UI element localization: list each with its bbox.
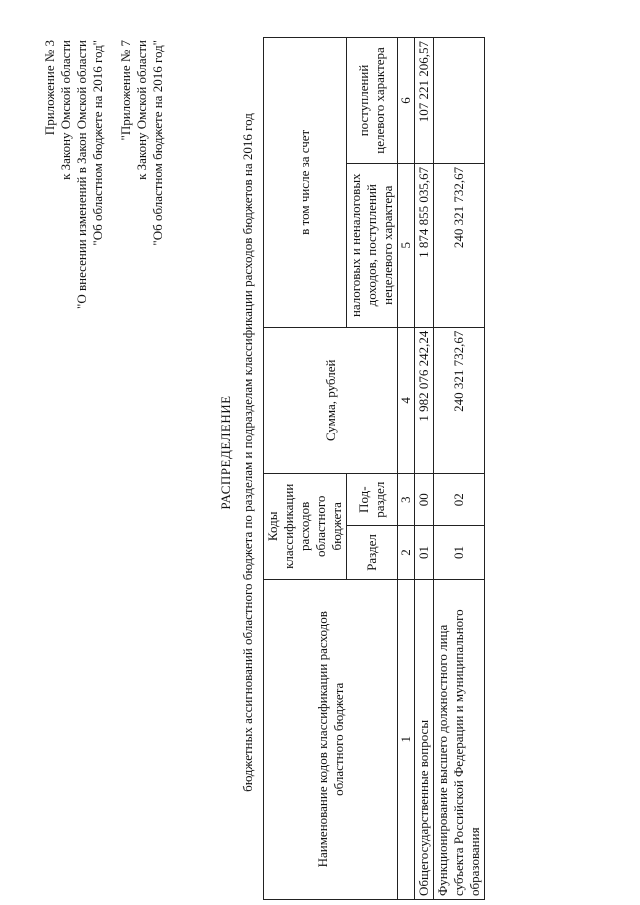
table-row <box>415 38 434 900</box>
header-target: поступлений целевого характера <box>347 38 398 164</box>
header-name: Наименование кодов классификации расходов областного бюджета <box>264 579 398 899</box>
row-name: Функционирование высшего должностного лица субъекта Российской Федерации и муниципального образования <box>434 579 485 899</box>
row-razdel: 01 <box>415 526 434 579</box>
appendix-law-ref: к Закону Омской области <box>134 40 149 180</box>
document-title: РАСПРЕДЕЛЕНИЕ <box>218 395 233 510</box>
header-razdel: Раздел <box>347 526 398 579</box>
table-header-row <box>264 38 347 900</box>
column-number-row <box>398 38 415 900</box>
row-podrazdel: 02 <box>434 474 485 526</box>
appendix-budget-title: "Об областном бюджете на 2016 год" <box>90 40 105 246</box>
column-number: 2 <box>398 526 415 579</box>
row-name: Общегосударственные вопросы <box>415 579 434 899</box>
table-row <box>434 38 485 900</box>
appendix-number: Приложение № 3 <box>42 40 57 136</box>
document-subtitle: бюджетных ассигнований областного бюджета по разделам и подразделам классификации расходов бюджетов на 2016 год <box>240 113 255 792</box>
header-codes: Коды классификации расходов областного бюджета <box>264 474 347 580</box>
row-nontarget: 1 874 855 035,67 <box>415 163 434 327</box>
appendix-header-3 <box>42 40 106 309</box>
appendix-budget-title: "Об областном бюджете на 2016 год" <box>150 40 165 246</box>
row-sum: 240 321 732,67 <box>434 327 485 473</box>
header-sum: Сумма, рублей <box>264 327 398 473</box>
budget-table <box>263 37 485 900</box>
row-podrazdel: 00 <box>415 474 434 526</box>
row-sum: 1 982 076 242,24 <box>415 327 434 473</box>
header-nontarget: налоговых и неналоговых доходов, поступлений нецелевого характера <box>347 163 398 327</box>
row-nontarget: 240 321 732,67 <box>434 163 485 327</box>
column-number: 3 <box>398 474 415 526</box>
row-razdel: 01 <box>434 526 485 579</box>
column-number: 6 <box>398 38 415 164</box>
row-target <box>434 38 485 164</box>
column-number: 1 <box>398 579 415 899</box>
row-target: 107 221 206,57 <box>415 38 434 164</box>
appendix-header-7 <box>118 40 166 246</box>
header-podrazdel: Под-раздел <box>347 474 398 526</box>
appendix-law-title: "О внесении изменений в Закон Омской области <box>74 40 89 309</box>
appendix-law-ref: к Закону Омской области <box>58 40 73 180</box>
appendix-number: "Приложение № 7 <box>118 40 133 141</box>
header-including: в том числе за счет <box>264 38 347 328</box>
column-number: 5 <box>398 163 415 327</box>
column-number: 4 <box>398 327 415 473</box>
